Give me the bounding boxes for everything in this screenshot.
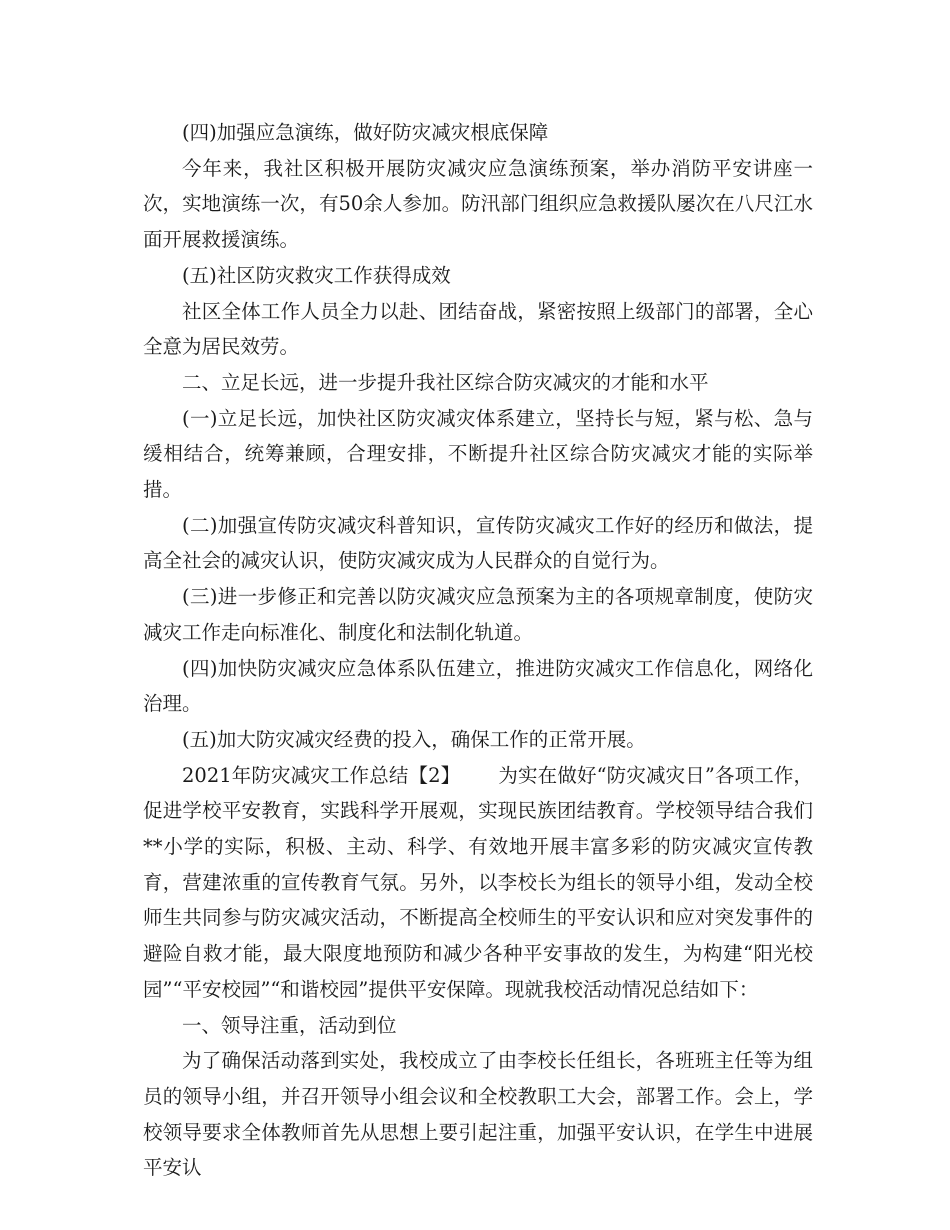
document-body bbox=[143, 115, 813, 1186]
paragraph: 为了确保活动落到实处，我校成立了由李校长任组长，各班班主任等为组员的领导小组，并召开领导小组会议和全校教职工大会，部署工作。会上，学校领导要求全体教师首先从思想上要引起注重，加强平安认识，在学生中进展平安认 bbox=[143, 1049, 813, 1180]
paragraph: (五)加大防灾减灾经费的投入，确保工作的正常开展。 bbox=[182, 727, 646, 751]
section-title: 2021年防灾减灾工作总结【2】 bbox=[182, 763, 461, 787]
paragraph: (一)立足长远，加快社区防灾减灾体系建立，坚持长与短，紧与松、急与缓相结合，统筹兼顾，合理安排，不断提升社区综合防灾减灾才能的实际举措。 bbox=[143, 406, 813, 502]
paragraph: (三)进一步修正和完善以防灾减灾应急预案为主的各项规章制度，使防灾减灾工作走向标准化、制度化和法制化轨道。 bbox=[143, 585, 813, 644]
paragraph: (四)加快防灾减灾应急体系队伍建立，推进防灾减灾工作信息化，网络化治理。 bbox=[143, 656, 813, 716]
summary-paragraph bbox=[143, 758, 813, 1008]
section-intro: 为实在做好“防灾减灾日”各项工作，促进学校平安教育，实践科学开展观，实现民族团结教育。学校领导结合我们**小学的实际，积极、主动、科学、有效地开展丰富多彩的防灾减灾宣传教育，营建浓重的宣传教育气氛。另外，以李校长为组长的领导小组，发动全校师生共同参与防灾减灾活动，不断提高全校师生的平安认识和应对突发事件的避险自救才能，最大限度地预防和减少各种平安事故的发生，为构建“阳光校园”“平安校园”“和谐校园”提供平安保障。现就我校活动情况总结如下： bbox=[143, 763, 813, 1001]
paragraph: 一、领导注重，活动到位 bbox=[182, 1013, 397, 1037]
paragraph: 社区全体工作人员全力以赴、团结奋战，紧密按照上级部门的部署，全心全意为居民效劳。 bbox=[143, 299, 813, 359]
paragraph: (五)社区防灾救灾工作获得成效 bbox=[182, 263, 451, 287]
paragraph: 今年来，我社区积极开展防灾减灾应急演练预案，举办消防平安讲座一次，实地演练一次，有50余人参加。防汛部门组织应急救援队屡次在八尺江水面开展救援演练。 bbox=[143, 156, 813, 252]
paragraph: 二、立足长远，进一步提升我社区综合防灾减灾的才能和水平 bbox=[182, 370, 709, 394]
paragraph: (四)加强应急演练，做好防灾减灾根底保障 bbox=[182, 121, 549, 144]
paragraph: (二)加强宣传防灾减灾科普知识，宣传防灾减灾工作好的经历和做法，提高全社会的减灾认识，使防灾减灾成为人民群众的自觉行为。 bbox=[143, 513, 813, 573]
